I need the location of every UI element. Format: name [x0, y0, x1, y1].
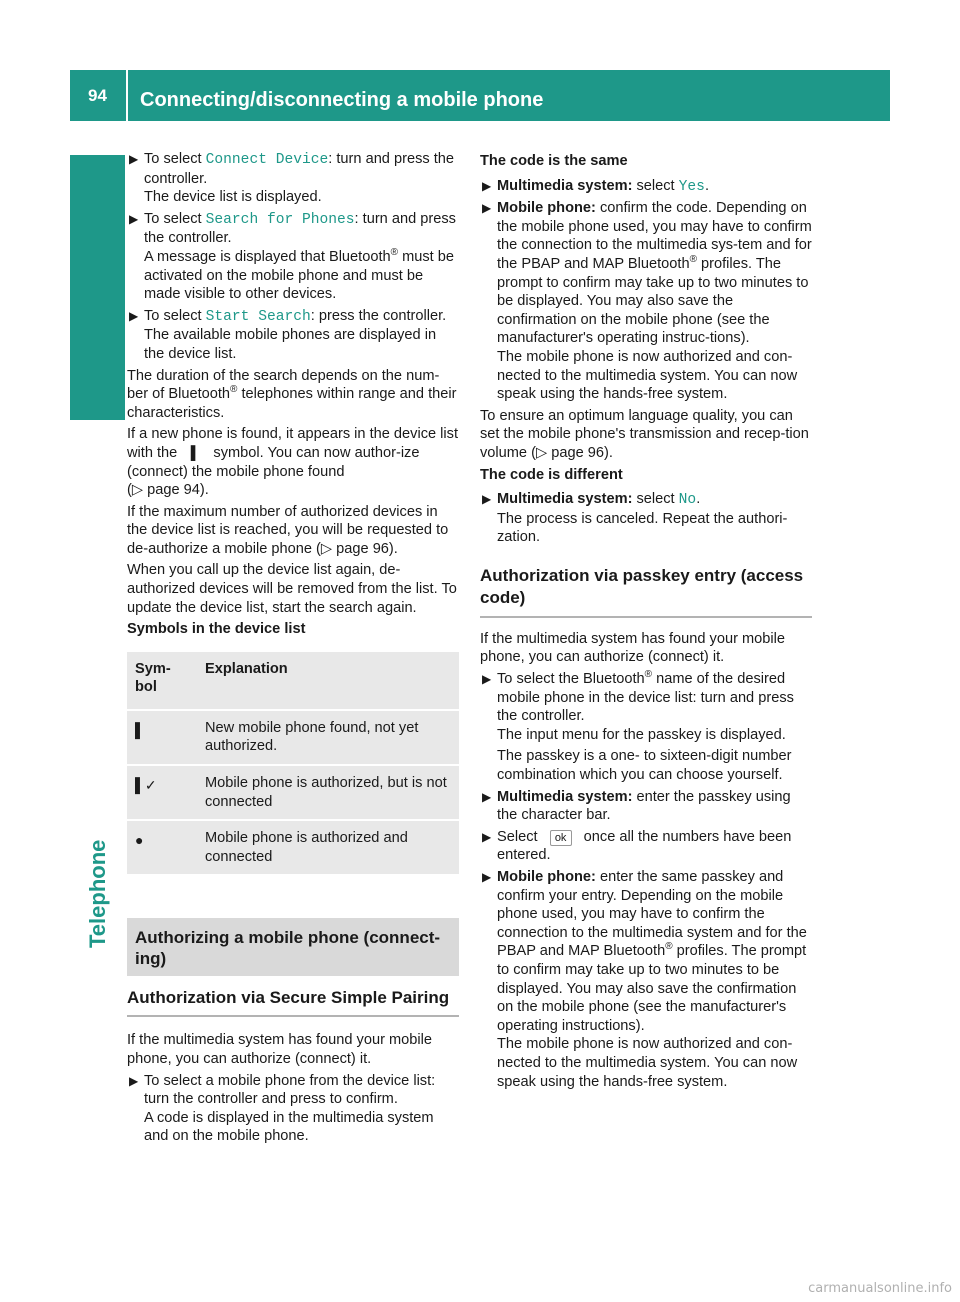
symbols-table [127, 652, 459, 877]
table-cell: Mobile phone is authorized and connected [197, 820, 459, 875]
step-mobile-confirm: ▶ Mobile phone: confirm the code. Depending on the mobile phone used, you may have to confirm the connection to the multimedia sys-tem and for the PBAP and MAP Bluetooth® profiles. The prompt to confirm may take up to two minutes to be displayed. You may also save the confirmation on the mobile phone (see the manufacturer's operating instruc-tions). The mobile phone is now authorized and con-nected to the multimedia system. You can now speak using the hands-free system. [482, 200, 812, 403]
watermark-text: carmanualsonline.info [808, 1281, 952, 1296]
table-row [127, 820, 459, 875]
para-passkey-intro: If the multimedia system has found your mobile phone, you can authorize (connect) it. [480, 630, 785, 666]
section-heading-ssp: Authorization via Secure Simple Pairing [127, 987, 459, 1017]
section-heading-passkey: Authorization via passkey entry (access code) [480, 565, 812, 618]
bullet-arrow-icon: ▶ [482, 829, 492, 844]
authorized-phone-icon: ▌✓ [127, 765, 197, 820]
step-start-search: ▶ To select Start Search: press the controller. The available mobile phones are displayed in the device list. [129, 307, 447, 362]
table-header-row [127, 652, 459, 710]
table-row [127, 765, 459, 820]
step-mobile-passkey: ▶ Mobile phone: enter the same passkey and confirm your entry. Depending on the mobile phone used, you may have to confirm the connection to the multimedia system and for the PBAP and MAP Bluetooth® profiles. The prompt to confirm may take up to two minutes to be displayed. You may also save the confirmation on the mobile phone (see the manufacturer's operating instructions). The mobile phone is now authorized and con-nected to the multimedia system. You can now speak using the hands-free system. [482, 869, 807, 1090]
step-select-bluetooth-name: ▶ To select the Bluetooth® name of the desired mobile phone in the device list: turn and press the controller. The input menu for the passkey is displayed. The passkey is a one- to sixteen-digit number combination which you can choose yourself. [482, 669, 794, 784]
page-title: Connecting/disconnecting a mobile phone [140, 89, 544, 111]
para-device-list-again: When you call up the device list again, de-authorized devices will be removed from the list. To update the device list, start the search again. [127, 562, 457, 616]
step-search-for-phones: ▶ To select Search for Phones: turn and press the controller. A message is displayed that Bluetooth® must be activated on the mobile phone and must be made visible to other devices. [129, 210, 456, 303]
section-heading-authorizing: Authorizing a mobile phone (connect-ing) [127, 918, 459, 976]
para-language-quality: To ensure an optimum language quality, you can set the mobile phone's transmission and recep-tion volume (▷ page 96). [480, 407, 809, 461]
para-search-duration: The duration of the search depends on the num-ber of Bluetooth® telephones within range and their characteristics. [127, 367, 457, 421]
connected-dot-icon: ● [127, 820, 197, 875]
new-phone-icon: ▌ [127, 710, 197, 765]
chapter-tab [70, 155, 125, 420]
menu-item-search-for-phones: Search for Phones [205, 211, 355, 228]
bullet-arrow-icon: ▶ [129, 1073, 139, 1088]
symbols-heading: Symbols in the device list [127, 621, 306, 638]
table-header-explanation: Explanation [197, 652, 459, 710]
bullet-arrow-icon: ▶ [482, 870, 492, 884]
bullet-arrow-icon: ▶ [482, 201, 492, 216]
header-divider [126, 70, 128, 121]
table-row [127, 710, 459, 765]
menu-item-start-search: Start Search [205, 308, 311, 325]
para-max-devices: If the maximum number of authorized devices in the device list is reached, you will be requested to de-authorize a mobile phone (▷ page 96). [127, 503, 449, 557]
bullet-arrow-icon: ▶ [482, 789, 492, 804]
bullet-arrow-icon: ▶ [129, 211, 139, 226]
new-phone-icon: ▌ [190, 444, 200, 460]
bullet-arrow-icon: ▶ [482, 672, 492, 687]
bullet-arrow-icon: ▶ [129, 152, 139, 166]
step-multimedia-yes: ▶ Multimedia system: select Yes. [482, 177, 710, 195]
table-cell: New mobile phone found, not yet authorized. [197, 710, 459, 765]
table-header-symbol: Sym-bol [127, 652, 197, 710]
menu-item-yes: Yes [678, 178, 705, 195]
code-different-heading: The code is different [480, 466, 623, 483]
para-new-phone-found: If a new phone is found, it appears in the device list with the ▌ symbol. You can now author-ize (connect) the mobile phone found (▷ page 94). [127, 426, 458, 499]
page-number: 94 [88, 86, 107, 105]
para-ssp-intro: If the multimedia system has found your mobile phone, you can authorize (connect) it. [127, 1032, 432, 1067]
bullet-arrow-icon: ▶ [482, 178, 492, 193]
step-enter-passkey: ▶ Multimedia system: enter the passkey using the character bar. [482, 788, 791, 824]
bullet-arrow-icon: ▶ [129, 308, 139, 323]
step-multimedia-no: ▶ Multimedia system: select No. The process is canceled. Repeat the authori-zation. [482, 491, 788, 546]
code-same-heading: The code is the same [480, 153, 628, 169]
left-column [127, 150, 459, 1149]
menu-item-connect-device: Connect Device [205, 152, 329, 168]
ok-key-icon: ok [550, 830, 572, 846]
table-cell: Mobile phone is authorized, but is not connected [197, 765, 459, 820]
step-select-ok: ▶ Select ok once all the numbers have been entered. [482, 828, 792, 864]
bullet-arrow-icon: ▶ [482, 492, 492, 507]
chapter-label: Telephone [85, 839, 110, 948]
menu-item-no: No [678, 492, 697, 509]
step-connect-device: ▶ To select Connect Device: turn and press the controller. The device list is displayed. [129, 151, 455, 206]
right-column [480, 150, 812, 1094]
step-select-phone: ▶ To select a mobile phone from the device list: turn the controller and press to confirm. A code is displayed in the multimedia system and on the mobile phone. [129, 1072, 436, 1145]
